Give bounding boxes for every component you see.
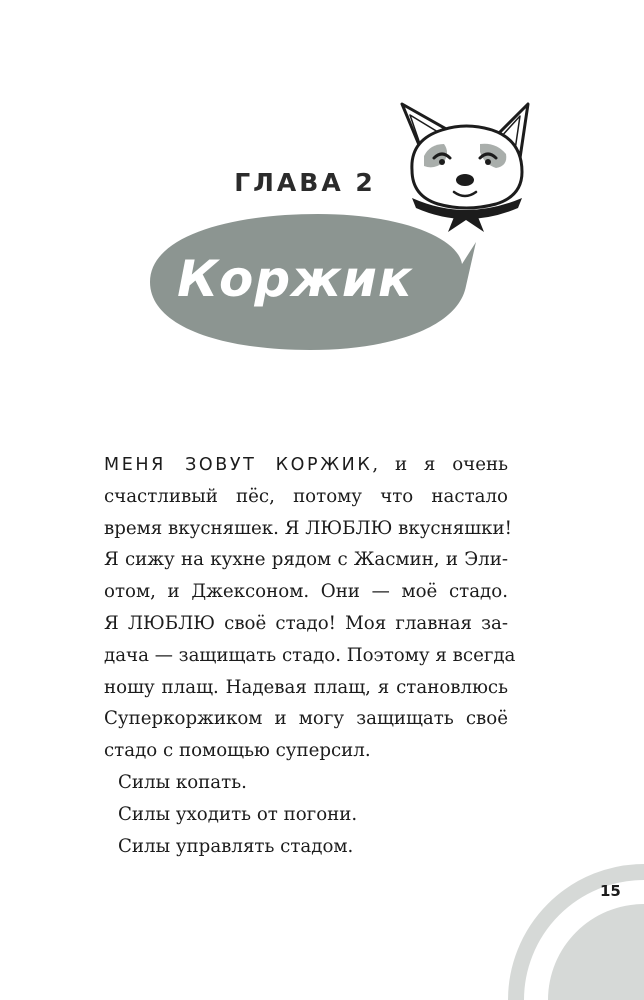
text-line: отом, и Джексоном. Они — моё стадо. bbox=[104, 581, 508, 603]
list-item: Силы уходить от погони. bbox=[118, 803, 358, 825]
text-line: Суперкоржиком и могу защищать своё bbox=[104, 708, 508, 730]
text-line: МЕНЯ ЗОВУТ КОРЖИК, и я очень bbox=[104, 454, 508, 475]
text-line: Я ЛЮБЛЮ своё стадо! Моя главная за- bbox=[104, 612, 508, 634]
body-text bbox=[104, 449, 516, 862]
list-item: Силы управлять стадом. bbox=[118, 835, 354, 857]
chapter-title: Коржик bbox=[177, 250, 413, 308]
text-line: время вкусняшек. Я ЛЮБЛЮ вкусняшки! bbox=[104, 517, 512, 539]
page-number: 15 bbox=[600, 882, 621, 900]
chapter-label: ГЛАВА 2 bbox=[234, 168, 376, 197]
list-item: Силы копать. bbox=[118, 771, 247, 793]
text-line: ношу плащ. Надевая плащ, я становлюсь bbox=[104, 676, 508, 698]
text-line: дача — защищать стадо. Поэтому я всегда bbox=[104, 644, 516, 666]
lead-in: МЕНЯ ЗОВУТ КОРЖИК bbox=[104, 455, 373, 475]
text-line: Я сижу на кухне рядом с Жасмин, и Эли- bbox=[104, 549, 508, 571]
text-line: стадо с помощью суперсил. bbox=[104, 740, 371, 762]
text-line: счастливый пёс, потому что настало bbox=[104, 485, 508, 507]
corner-rings-decoration bbox=[505, 860, 644, 1000]
